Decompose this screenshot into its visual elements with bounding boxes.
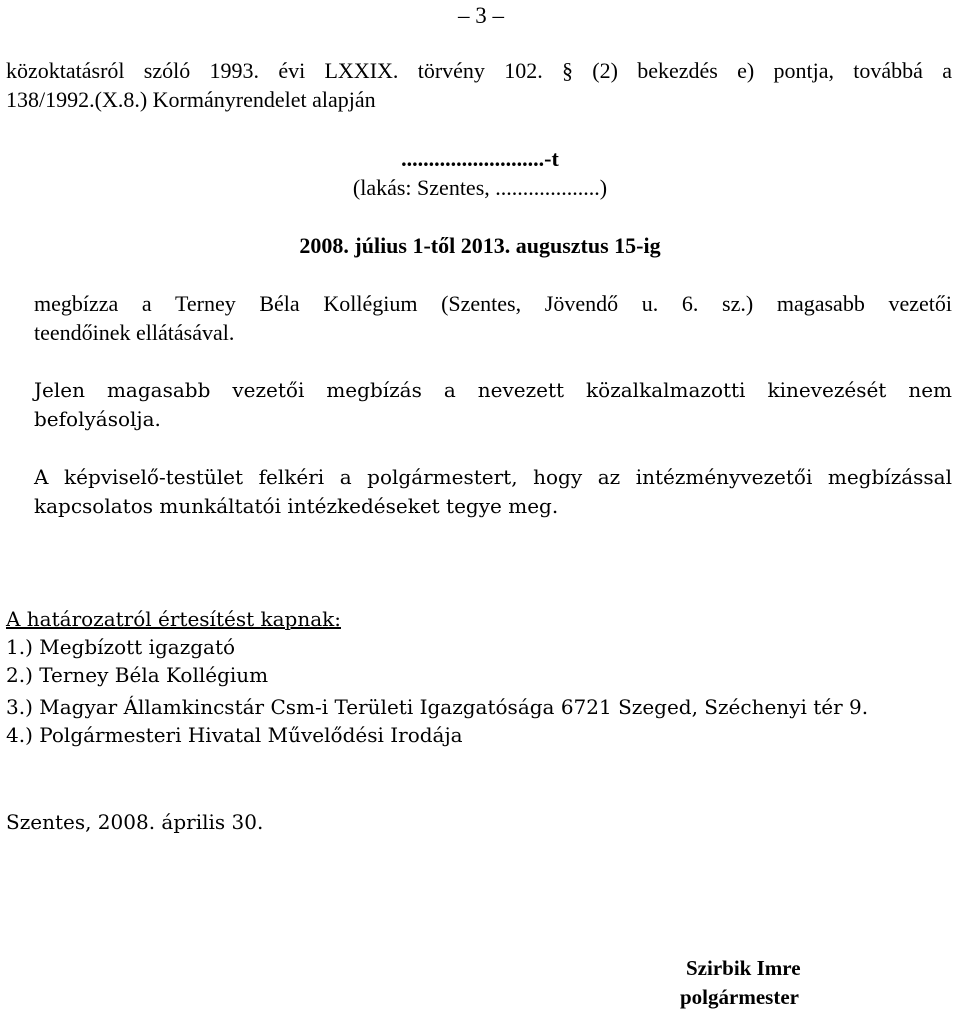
appointment-period: 2008. július 1-től 2013. augusztus 15-ig <box>299 233 661 258</box>
paragraph-2-line-2: kapcsolatos munkáltatói intézkedéseket tegye meg. <box>34 494 559 518</box>
notify-item-2: 2.) Terney Béla Kollégium <box>6 663 269 687</box>
paragraph-1-line-1: Jelen magasabb vezetői megbízás a nevezett közalkalmazotti kinevezését nem <box>34 378 952 402</box>
signature-title: polgármester <box>680 985 799 1009</box>
notify-item-1: 1.) Megbízott igazgató <box>6 635 236 659</box>
intro-line-2: 138/1992.(X.8.) Kormányrendelet alapján <box>6 87 376 112</box>
page-number: – 3 – <box>458 3 504 28</box>
mandate-line-2: teendőinek ellátásával. <box>34 320 235 345</box>
appointee-name: ..........................-t <box>401 146 559 171</box>
date-place: Szentes, 2008. április 30. <box>6 810 264 834</box>
notify-heading: A határozatról értesítést kapnak: <box>6 607 341 631</box>
intro-line-1: közoktatásról szóló 1993. évi LXXIX. törvény 102. § (2) bekezdés e) pontja, továbbá a <box>6 58 952 83</box>
appointee-address: (lakás: Szentes, ...................) <box>352 175 608 200</box>
paragraph-2-line-1: A képviselő-testület felkéri a polgármestert, hogy az intézményvezetői megbízással <box>34 465 952 489</box>
paragraph-1-line-2: befolyásolja. <box>34 407 161 431</box>
notify-item-3: 3.) Magyar Államkincstár Csm-i Területi Igazgatósága 6721 Szeged, Széchenyi tér 9. <box>6 695 869 719</box>
notify-item-4: 4.) Polgármesteri Hivatal Művelődési Irodája <box>6 723 463 747</box>
signature-name: Szirbik Imre <box>686 956 801 980</box>
mandate-line-1: megbízza a Terney Béla Kollégium (Szentes, Jövendő u. 6. sz.) magasabb vezetői <box>34 291 952 316</box>
